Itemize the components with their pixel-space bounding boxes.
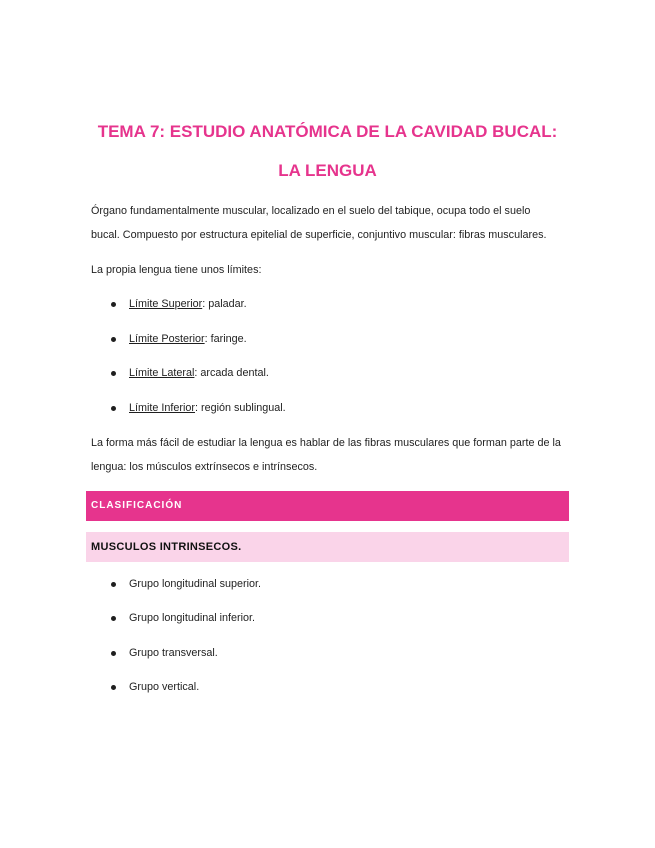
limit-item-inferior (86, 396, 569, 420)
limit-term: Límite Superior (129, 298, 203, 310)
limit-description: : arcada dental. (194, 367, 269, 380)
document-title (86, 112, 569, 190)
bullet-icon (111, 685, 116, 690)
group-label: Grupo longitudinal inferior. (129, 612, 256, 625)
limit-description: : paladar. (202, 298, 247, 310)
limit-term: Límite Inferior (129, 401, 196, 414)
intro-line-2: bucal. Compuesto por estructura epitelial de superficie, conjuntivo muscular: fibras musculares. (91, 229, 547, 241)
group-label: Grupo vertical. (129, 680, 200, 693)
limit-item-superior (86, 292, 569, 316)
fibers-line-1: La forma más fácil de estudiar la lengua es hablar de las fibras musculares que forman parte de la (91, 436, 561, 449)
limit-term: Límite Lateral (129, 367, 195, 380)
bullet-icon (111, 616, 116, 621)
document-content (86, 112, 569, 699)
limit-item-posterior (86, 327, 569, 351)
group-label: Grupo transversal. (129, 646, 218, 659)
limits-list (86, 292, 569, 420)
bullet-icon (111, 371, 116, 376)
subsection-heading-musculos-intrinsecos: MUSCULOS INTRINSECOS. (86, 532, 569, 562)
limits-intro: La propia lengua tiene unos límites: (91, 264, 262, 276)
fibers-line-2: lengua: los músculos extrínsecos e intrínsecos. (91, 460, 318, 473)
title-line-1: TEMA 7: ESTUDIO ANATÓMICA DE LA CAVIDAD BUCAL: (97, 122, 558, 141)
list-item (86, 606, 569, 630)
bullet-icon (111, 406, 116, 411)
intro-paragraph (86, 199, 569, 247)
intrinsic-groups-list (86, 572, 569, 699)
fibers-paragraph (86, 431, 569, 479)
bullet-icon (111, 302, 116, 307)
limit-description: : faringe. (204, 332, 247, 345)
list-item (86, 572, 569, 596)
bullet-icon (111, 337, 116, 342)
intro-line-1: Órgano fundamentalmente muscular, localizado en el suelo del tabique, ocupa todo el suelo (91, 205, 531, 217)
bullet-icon (111, 582, 116, 587)
list-item (86, 641, 569, 665)
list-item (86, 675, 569, 699)
limit-term: Límite Posterior (129, 332, 205, 345)
group-label: Grupo longitudinal superior. (129, 577, 262, 590)
section-heading-clasificacion: CLASIFICACIÓN (86, 491, 569, 521)
limit-item-lateral (86, 361, 569, 385)
limit-description: : región sublingual. (195, 401, 286, 414)
title-line-2: LA LENGUA (278, 161, 377, 180)
bullet-icon (111, 651, 116, 656)
